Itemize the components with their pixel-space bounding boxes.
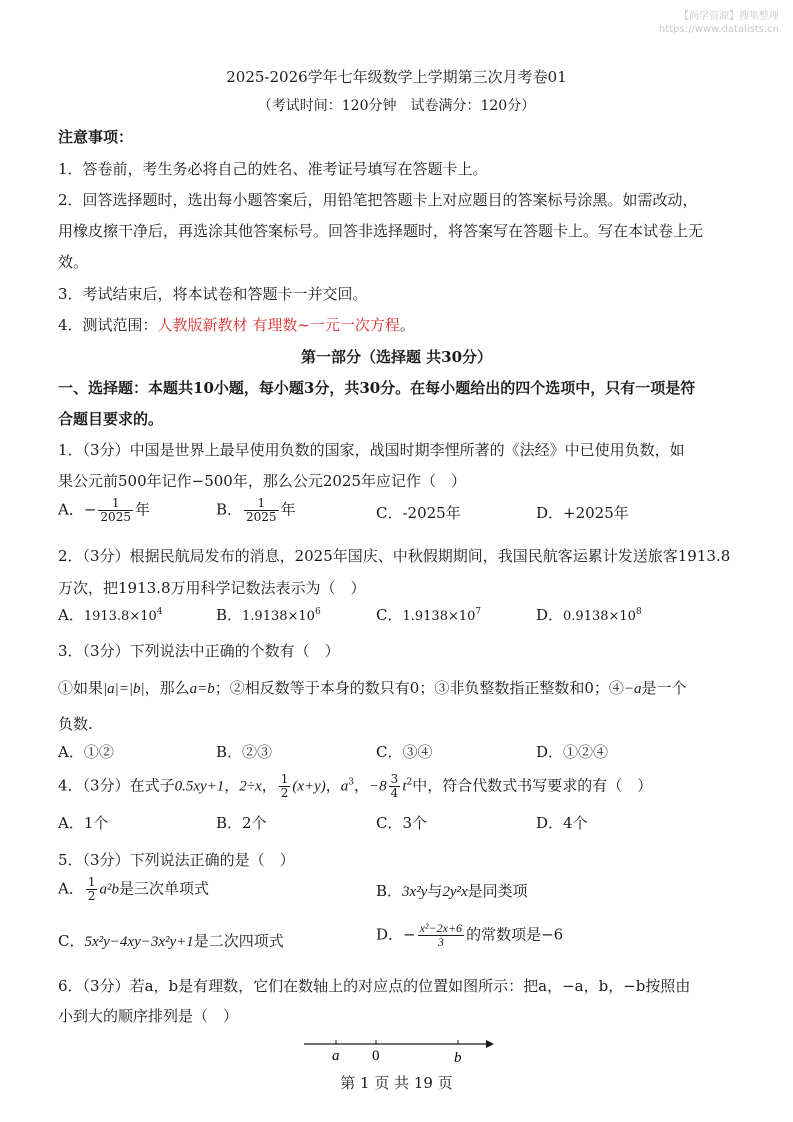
q6-stem-line-2: 小到大的顺序排列是（ ） (58, 1007, 239, 1025)
q2-option-a (58, 604, 163, 625)
watermark (659, 10, 779, 36)
q1-option-b (216, 497, 296, 524)
base: 1.9138×10 (242, 609, 315, 624)
note-4 (58, 314, 415, 335)
q3-option-c: C．③④ (376, 743, 433, 761)
arrow-right-icon (486, 1040, 494, 1048)
separator: ， (325, 776, 341, 795)
q4-option-b: B．2个 (216, 814, 267, 832)
denominator: 2025 (100, 510, 131, 524)
separator: ， (354, 776, 370, 795)
q3-option-a: A．①② (58, 743, 114, 761)
option-label: B． (376, 882, 403, 900)
q2-option-c (376, 604, 481, 625)
denominator: 4 (390, 786, 399, 800)
math-expression: (x+y) (292, 778, 326, 795)
note-4-scope: 人教版新教材 有理数~一元一次方程 (157, 316, 400, 334)
math-expression: 5x²y−4xy−3x²y+1 (84, 934, 194, 950)
q4-option-a: A．1个 (58, 814, 109, 832)
base: 1913.8×10 (83, 609, 157, 624)
math-expression: a (340, 778, 349, 795)
text: 是三次单项式 (118, 879, 209, 898)
option-label: D． (376, 925, 404, 944)
math-expression: 0.5xy+1 (174, 778, 225, 795)
note-2-line-2: 用橡皮擦干净后，再选涂其他答案标号。回答非选择题时，将答案写在答题卡上。写在本试卷上无 (58, 222, 704, 240)
numerator: 3 (390, 772, 399, 786)
denominator: 2 (280, 786, 289, 800)
part1-instructions-line-2: 合题目要求的。 (58, 410, 164, 428)
fraction (98, 497, 133, 524)
unit: 年 (280, 500, 296, 519)
variable: t (402, 778, 407, 795)
fraction (389, 773, 401, 800)
q1-stem-line-1: 1．（3分）中国是世界上最早使用负数的国家，战国时期李悝所著的《法经》中已使用负数，如 (58, 441, 685, 459)
q3-option-b: B．②③ (216, 743, 273, 761)
exponent: 8 (635, 607, 642, 617)
q1-option-d: D．+2025年 (536, 504, 629, 522)
math-expression: 2y²x (442, 884, 468, 900)
q2-option-b (216, 604, 321, 625)
q5-stem: 5．（3分）下列说法正确的是（ ） (58, 851, 295, 869)
q2-option-d (536, 604, 642, 625)
text: ①如果 (58, 679, 104, 697)
fraction (279, 773, 291, 800)
q3-stem-line-1: 3．（3分）下列说法中正确的个数有（ ） (58, 642, 340, 660)
denominator: 3 (437, 935, 444, 949)
page-footer: 第 1 页 共 19 页 (340, 1074, 453, 1092)
numerator: 1 (280, 772, 289, 786)
part1-instructions-line-1: 一、选择题：本题共10小题，每小题3分，共30分。在每小题给出的四个选项中，只有一项是符 (58, 379, 696, 397)
option-label: A． (58, 879, 84, 898)
q5-option-a (58, 876, 209, 903)
numerator: 1 (87, 875, 96, 889)
fraction (86, 876, 98, 903)
q2-stem-line-1: 2．（3分）根据民航局发布的消息，2025年国庆、中秋假期期间，我国民航客运累计发送旅客1913.8 (58, 547, 731, 565)
math-expression: −8 (369, 778, 387, 795)
separator: ， (261, 776, 277, 795)
q2-stem-line-2: 万次，把1913.8万用科学记数法表示为（ ） (58, 579, 366, 597)
numerator: 1 (244, 497, 279, 511)
text: 是同类项 (467, 882, 528, 900)
denominator: 2025 (246, 510, 277, 524)
text: 的常数项是−6 (466, 925, 564, 944)
option-label: C． (376, 606, 403, 624)
q1-option-c: C．-2025年 (376, 504, 461, 522)
math-expression: a²b (99, 881, 119, 898)
text: 是一个 (641, 679, 687, 697)
math-expression: 2÷x (239, 778, 262, 795)
axis-label-b: b (454, 1050, 462, 1066)
unit: 年 (134, 500, 150, 519)
part1-heading: 第一部分（选择题 共30分） (300, 348, 493, 366)
q3-stem-line-2 (58, 677, 687, 698)
exponent: 2 (406, 777, 413, 788)
fraction (244, 497, 279, 524)
q4-option-c: C．3个 (376, 814, 428, 832)
number-line-figure (300, 1032, 500, 1066)
page-title: 2025-2026学年七年级数学上学期第三次月考卷01 (226, 68, 567, 86)
option-label: A． (58, 606, 84, 624)
base: 0.9138×10 (563, 609, 636, 624)
q5-option-c (58, 930, 284, 951)
numerator: 1 (98, 497, 133, 511)
fraction (418, 922, 464, 949)
base: 1.9138×10 (402, 609, 476, 624)
math-expression: −a (623, 681, 642, 697)
note-4-prefix: 4．测试范围： (58, 316, 158, 334)
text: ；②相反数等于本身的数只有0；③非负整数指正整数和0；④ (214, 679, 624, 697)
option-label: A． (58, 500, 84, 519)
denominator: 2 (87, 889, 96, 903)
text: 是二次四项式 (193, 932, 284, 950)
page-subtitle: （考试时间：120分钟 试卷满分：120分） (257, 98, 536, 114)
q3-option-d: D．①②④ (536, 743, 609, 761)
note-1: 1．答卷前，考生务必将自己的姓名、准考证号填写在答题卡上。 (58, 160, 488, 178)
exponent: 4 (156, 607, 163, 617)
option-label: B． (216, 606, 243, 624)
note-2-line-3: 效。 (58, 253, 89, 271)
q4-stem (58, 773, 652, 800)
option-label: B． (216, 500, 243, 519)
notes-heading: 注意事项： (58, 128, 134, 146)
axis-label-0: 0 (372, 1048, 380, 1064)
math-expression: |a|=|b| (103, 681, 145, 697)
separator: ， (224, 776, 240, 795)
q1-option-a (58, 497, 150, 524)
exponent: 6 (314, 607, 321, 617)
option-label: C． (58, 932, 85, 950)
q1-stem-line-2: 果公元前500年记作−500年，那么公元2025年应记作（ ） (58, 472, 467, 490)
math-expression: a=b (189, 681, 215, 697)
watermark-url: https://www.datalists.cn (658, 24, 779, 35)
sign: − (403, 925, 416, 944)
exponent: 7 (475, 607, 482, 617)
q3-stem-line-3: 负数. (58, 715, 93, 733)
note-2-line-1: 2．回答选择题时，选出每小题答案后，用铅笔把答题卡上对应题目的答案标号涂黑。如需改动， (58, 191, 698, 209)
text: 中，符合代数式书写要求的有（ ） (412, 776, 653, 795)
text: ，那么 (144, 679, 190, 697)
exponent: 3 (348, 777, 355, 788)
axis-label-a: a (332, 1048, 340, 1064)
sign: − (83, 500, 97, 519)
math-expression: 3x²y (402, 884, 428, 900)
option-label: D． (536, 606, 564, 624)
q6-stem-line-1: 6．（3分）若a，b是有理数，它们在数轴上的对应点的位置如图所示：把a，−a，b，−b按照由 (58, 977, 691, 995)
watermark-source: 【尚学资源】搜集整理 (679, 11, 779, 22)
numerator: x²−2x+6 (419, 921, 463, 935)
q4-option-d: D．4个 (536, 814, 588, 832)
text: 4．（3分）在式子 (58, 776, 175, 795)
note-3: 3．考试结束后，将本试卷和答题卡一并交回。 (58, 285, 368, 303)
note-4-suffix: 。 (399, 316, 415, 334)
q5-option-d (376, 922, 563, 949)
q5-option-b (376, 880, 528, 901)
text: 与 (427, 882, 443, 900)
